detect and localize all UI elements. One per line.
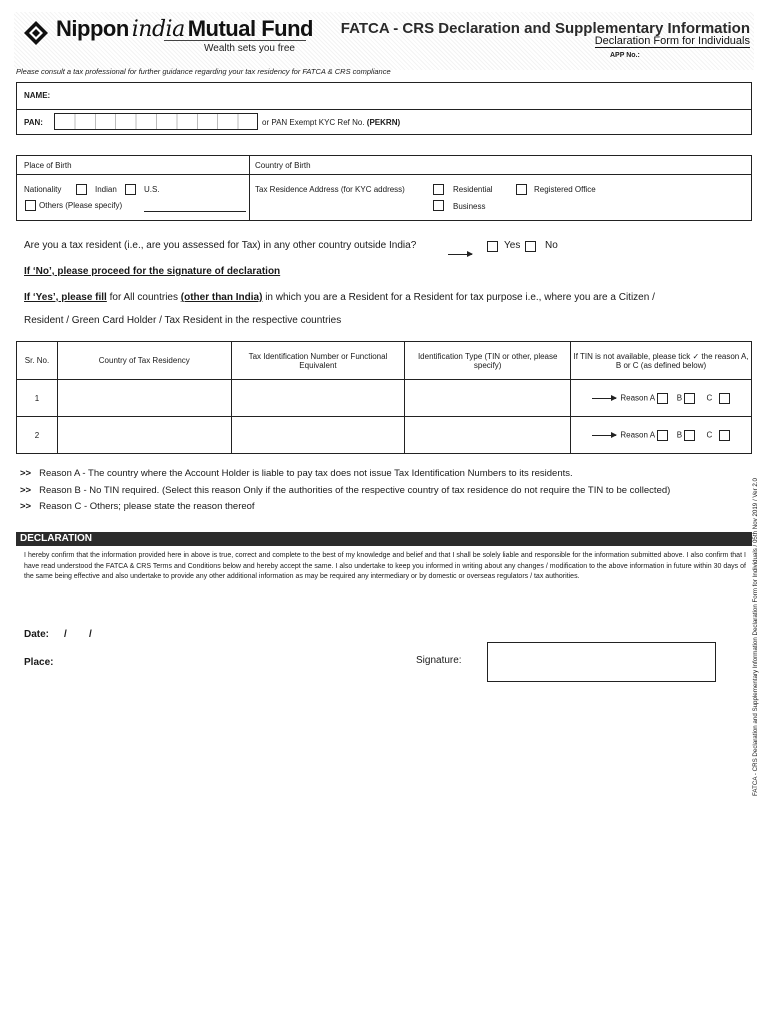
consult-note: Please consult a tax professional for further guidance regarding your tax residency for FATCA & CRS compliance (16, 67, 391, 76)
signature-box[interactable] (487, 642, 716, 682)
birth-box (16, 155, 752, 221)
others-checkbox[interactable] (25, 200, 36, 211)
indian-label: Indian (95, 185, 117, 194)
row-sr-no: 1 (17, 380, 58, 417)
residential-checkbox[interactable] (433, 184, 444, 195)
form-subtitle: Declaration Form for Individuals (594, 35, 750, 47)
country-cell[interactable] (57, 417, 231, 454)
identity-divider (17, 109, 751, 110)
others-specify-field[interactable] (144, 211, 246, 212)
row-sr-no: 2 (17, 417, 58, 454)
yes-checkbox[interactable] (487, 241, 498, 252)
reason-c-item: >> Reason C - Others; please state the reason thereof (20, 501, 255, 512)
reason-c-label: C (706, 430, 713, 440)
reason-b-label: B (676, 393, 683, 403)
id-type-cell[interactable] (405, 380, 571, 417)
if-yes-instruction: If ‘Yes’, please fill for All countries (other than India) in which you are a Resident for a Resident for tax purpose i.e., where you are a Citizen / (24, 292, 655, 303)
signature-label: Signature: (416, 655, 462, 666)
birth-divider-v (249, 156, 250, 220)
no-checkbox[interactable] (525, 241, 536, 252)
tax-resident-question: Are you a tax resident (i.e., are you assessed for Tax) in any other country outside India? (24, 240, 417, 251)
header-country: Country of Tax Residency (57, 342, 231, 380)
header-sr-no: Sr. No. (17, 342, 58, 380)
birth-divider-h (17, 174, 751, 175)
country-of-birth-label: Country of Birth (255, 161, 311, 170)
business-label: Business (453, 202, 486, 211)
declaration-title: DECLARATION (16, 532, 752, 546)
header-tin: Tax Identification Number or Functional Equivalent (231, 342, 405, 380)
country-cell[interactable] (57, 380, 231, 417)
date-label: Date: (24, 629, 50, 640)
yes-label: Yes (504, 240, 521, 251)
reasons-list (20, 466, 670, 516)
name-field[interactable] (63, 87, 747, 103)
tin-table (16, 341, 752, 454)
registered-office-label: Registered Office (534, 185, 596, 194)
tagline-rule (164, 40, 306, 41)
reason-b-label: B (676, 430, 683, 440)
us-label: U.S. (144, 185, 160, 194)
reason-c-checkbox[interactable] (719, 393, 730, 404)
header-reason: If TIN is not available, please tick ✓ the reason A, B or C (as defined below) (571, 342, 752, 380)
others-label: Others (Please specify) (39, 201, 123, 210)
bullet-chevron-icon: >> (20, 468, 32, 479)
table-row (17, 417, 752, 454)
tin-cell[interactable] (231, 380, 405, 417)
reason-cell (571, 380, 752, 417)
reason-a-label: Reason A (620, 393, 655, 403)
reason-a-label: Reason A (620, 430, 655, 440)
reason-c-label: C (706, 393, 713, 403)
brand-name: Nippon india Mutual Fund (56, 16, 313, 42)
side-version-text: FATCA - CRS Declaration and Supplementary Information Declaration Form for Individuals / 05th Nov 2019 / Ver 2.0 (752, 477, 759, 796)
reason-arrow-icon (592, 398, 616, 399)
reason-b-checkbox[interactable] (684, 393, 695, 404)
reason-b-checkbox[interactable] (684, 430, 695, 441)
place-of-birth-label: Place of Birth (24, 161, 72, 170)
reason-a-item: >> Reason A - The country where the Account Holder is liable to pay tax does not issue Tax Identification Numbers to its residents. (20, 468, 573, 479)
pan-label: PAN: (24, 118, 43, 127)
tax-address-label: Tax Residence Address (for KYC address) (255, 185, 405, 194)
reason-a-checkbox[interactable] (657, 430, 668, 441)
tin-cell[interactable] (231, 417, 405, 454)
us-checkbox[interactable] (125, 184, 136, 195)
if-no-instruction: If ‘No’, please proceed for the signature of declaration (24, 266, 281, 277)
pan-field[interactable] (54, 113, 258, 130)
header-band (14, 12, 754, 70)
reason-a-checkbox[interactable] (657, 393, 668, 404)
form-title: FATCA - CRS Declaration and Supplementary Information (340, 20, 750, 37)
app-no-label: APP No.: (610, 52, 640, 59)
residential-label: Residential (453, 185, 493, 194)
reason-b-item: >> Reason B - No TIN required. (Select this reason Only if the authorities of the respective country of tax residence do not require the TIN to be collected) (20, 484, 671, 496)
place-label: Place: (24, 657, 54, 668)
nationality-label: Nationality (24, 185, 62, 194)
if-yes-instruction-line2: Resident / Green Card Holder / Tax Resident in the respective countries (24, 315, 342, 326)
name-label: NAME: (24, 91, 51, 100)
reason-c-checkbox[interactable] (719, 430, 730, 441)
identity-box (16, 82, 752, 135)
nippon-logo-icon (24, 21, 48, 45)
declaration-text: I hereby confirm that the information provided here in above is true, correct and complete to the best of my knowledge and belief and that I shall be solely liable and responsible for the information submitted above. I also confirm that I have read understood the FATCA & CRS Terms and Conditions below and hereby accept the same. I also undertake to keep you informed in writing about any changes / modification to the above information in future within 30 days of the same being effective and also undertake to provide any other additional information as may be required any intermediary or by domestic or overseas regulators / tax authorities. (24, 552, 746, 580)
reason-cell (571, 417, 752, 454)
id-type-cell[interactable] (405, 417, 571, 454)
bullet-chevron-icon: >> (20, 501, 32, 512)
tin-table-header (17, 342, 752, 380)
question-arrow-icon (448, 254, 472, 255)
registered-office-checkbox[interactable] (516, 184, 527, 195)
header-id-type: Identification Type (TIN or other, please specify) (405, 342, 571, 380)
tagline: Wealth sets you free (204, 43, 295, 54)
date-field[interactable]: / / (64, 629, 92, 640)
reason-arrow-icon (592, 435, 616, 436)
no-label: No (545, 240, 558, 251)
table-row (17, 380, 752, 417)
business-checkbox[interactable] (433, 200, 444, 211)
pekrn-label: or PAN Exempt KYC Ref No. (PEKRN) (262, 118, 401, 127)
indian-checkbox[interactable] (76, 184, 87, 195)
bullet-chevron-icon: >> (20, 484, 32, 496)
